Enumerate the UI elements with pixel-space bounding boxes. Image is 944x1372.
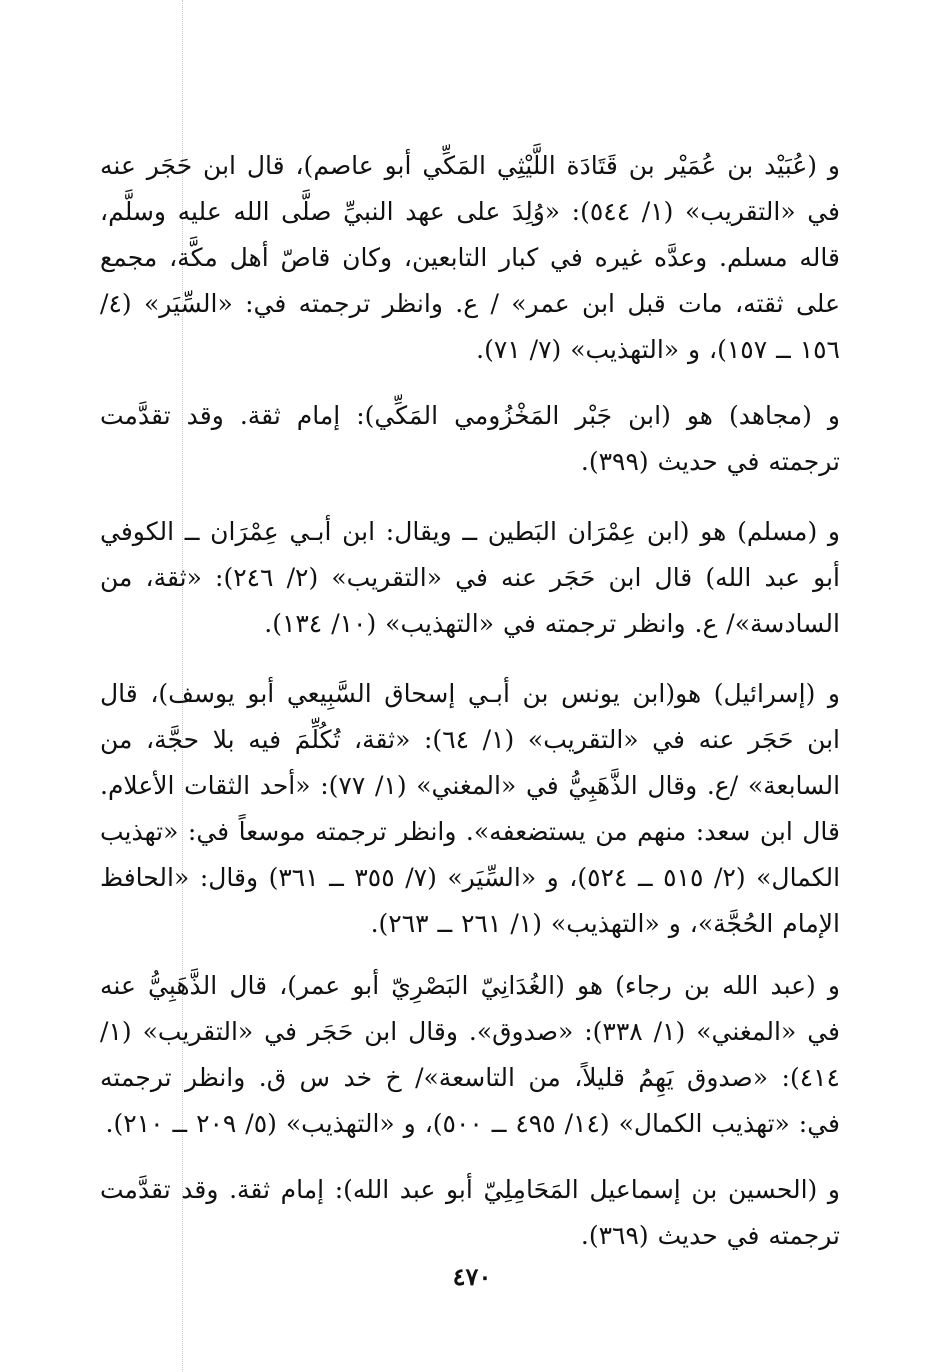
paragraph-muslim-al-batin: و (مسلم) هو (ابن عِمْرَان البَطين ــ ويقال: ابن أبـي عِمْرَان ــ الكوفي أبو عبد الله) قال ابن حَجَر عنه في «التقريب» (٢/ ٢٤٦): «ثقة، من السادسة»/ ع. وانظر ترجمته في «التهذيب» (١٠/ ١٣٤). bbox=[100, 517, 840, 638]
paragraph-abdullah-ibn-raja: و (عبد الله بن رجاء) هو (الغُدَانِيّ البَصْرِيّ أبو عمر)، قال الذَّهَبِيُّ عنه في «المغني» (١/ ٣٣٨): «صدوق». وقال ابن حَجَر في «التقريب» (١/ ٤١٤): «صدوق يَهِمُ قليلاً، من التاسعة»/ خ خد س ق. وانظر ترجمته في: «تهذيب الكمال» (١٤/ ٤٩٥ ــ ٥٠٠)، و «التهذيب» (٥/ ٢٠٩ ــ ٢١٠). bbox=[100, 971, 840, 1138]
paragraph-ubayd-ibn-umayr: و (عُبَيْد بن عُمَيْر بن قَتَادَة اللَّيْثِي المَكِّي أبو عاصم)، قال ابن حَجَر عنه في «التقريب» (١/ ٥٤٤): «وُلِدَ على عهد النبيِّ صلَّى الله عليه وسلَّم، قاله مسلم. وعدَّه غيره في كبار التابعين، وكان قاصّ أهل مكَّة، مجمع على ثقته، مات قبل ابن عمر» / ع. وانظر ترجمته في: «السِّيَر» (٤/ ١٥٦ ــ ١٥٧)، و «التهذيب» (٧/ ٧١). bbox=[100, 151, 841, 364]
paragraph-husayn-al-mahamili: و (الحسين بن إسماعيل المَحَامِلِيّ أبو عبد الله): إمام ثقة. وقد تقدَّمت ترجمته في حديث (٣٦٩). bbox=[100, 1175, 840, 1250]
page-number: ٤٧٠ bbox=[452, 1262, 492, 1291]
paragraph-israil-ibn-yunus: و (إسرائيل) هو(ابن يونس بن أبـي إسحاق السَّبِيعي أبو يوسف)، قال ابن حَجَر عنه في «التقريب» (١/ ٦٤): «ثقة، تُكُلِّمَ فيه بلا حجَّة، من السابعة» /ع. وقال الذَّهَبِيُّ في «المغني» (١/ ٧٧): «أحد الثقات الأعلام. قال ابن سعد: منهم من يستضعفه». وانظر ترجمته موسعاً في: «تهذيب الكمال» (٢/ ٥١٥ ــ ٥٢٤)، و «السِّيَر» (٧/ ٣٥٥ ــ ٣٦١) وقال: «الحافظ الإمام الحُجَّة»، و «التهذيب» (١/ ٢٦١ ــ ٢٦٣). bbox=[100, 679, 841, 938]
paragraph-mujahid: و (مجاهد) هو (ابن جَبْر المَخْزُومي المَكِّي): إمام ثقة. وقد تقدَّمت ترجمته في حديث (٣٩٩). bbox=[100, 401, 840, 476]
